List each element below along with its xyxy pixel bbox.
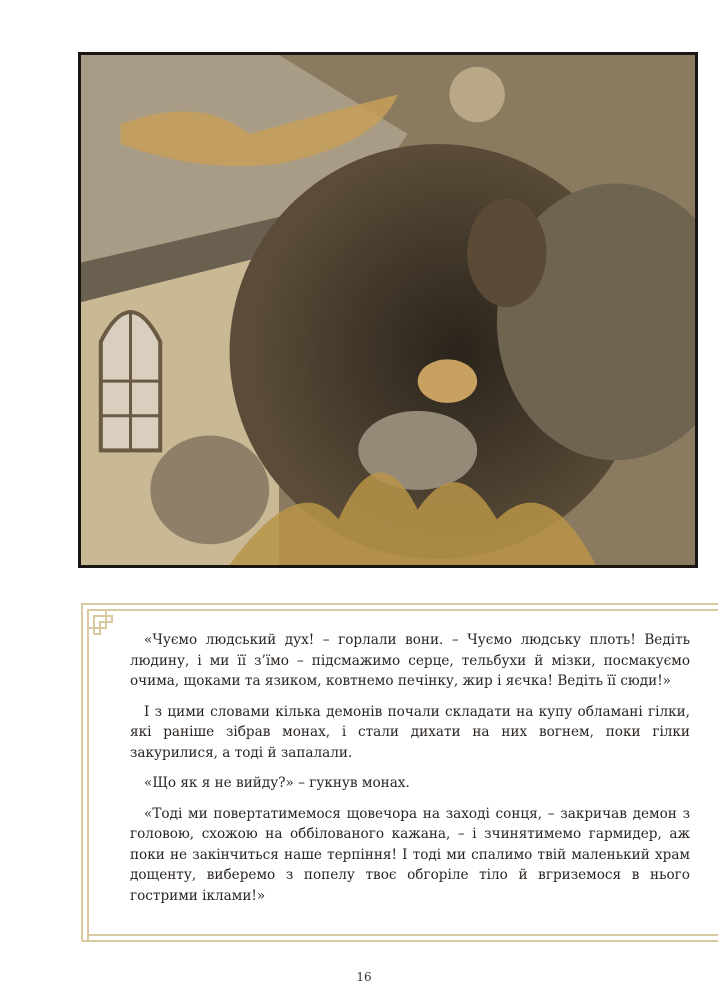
- paragraph-2: І з цими словами кілька демонів почали складати на купу обламані гілки, які раніше зібрав монах, і стали дихати на них вогнем, поки гілки закурилися, а тоді й запалали.: [130, 703, 690, 761]
- illustration-image: [78, 52, 698, 568]
- paragraph-3: «Що як я не вийду?» – гукнув монах.: [144, 775, 410, 791]
- demons-painting: [81, 55, 695, 565]
- paragraph-1: «Чуємо людський дух! – горлали вони. – Чуємо людську плоть! Ведіть людину, і ми її з’їмо – підсмажимо серце, тельбухи й мізки, посмакуємо очима, щоками та язиком, ковтнемо печінку, жир і яєчка! Ведіть її сюди!»: [130, 632, 690, 689]
- paragraph-4: «Тоді ми повертатимемося щовечора на заході сонця, – закричав демон з головою, схожою на оббілованого кажана, – і зчинятимемо гармидер, аж поки не закінчиться наше терпіння! І тоді ми спалимо твій маленький храм дощенту, виберемо з попелу твоє обгоріле тіло й вгриземося в нього гострими іклами!»: [130, 805, 690, 904]
- page-number: 16: [356, 970, 372, 984]
- text-frame: [78, 600, 718, 945]
- story-text: [130, 630, 690, 916]
